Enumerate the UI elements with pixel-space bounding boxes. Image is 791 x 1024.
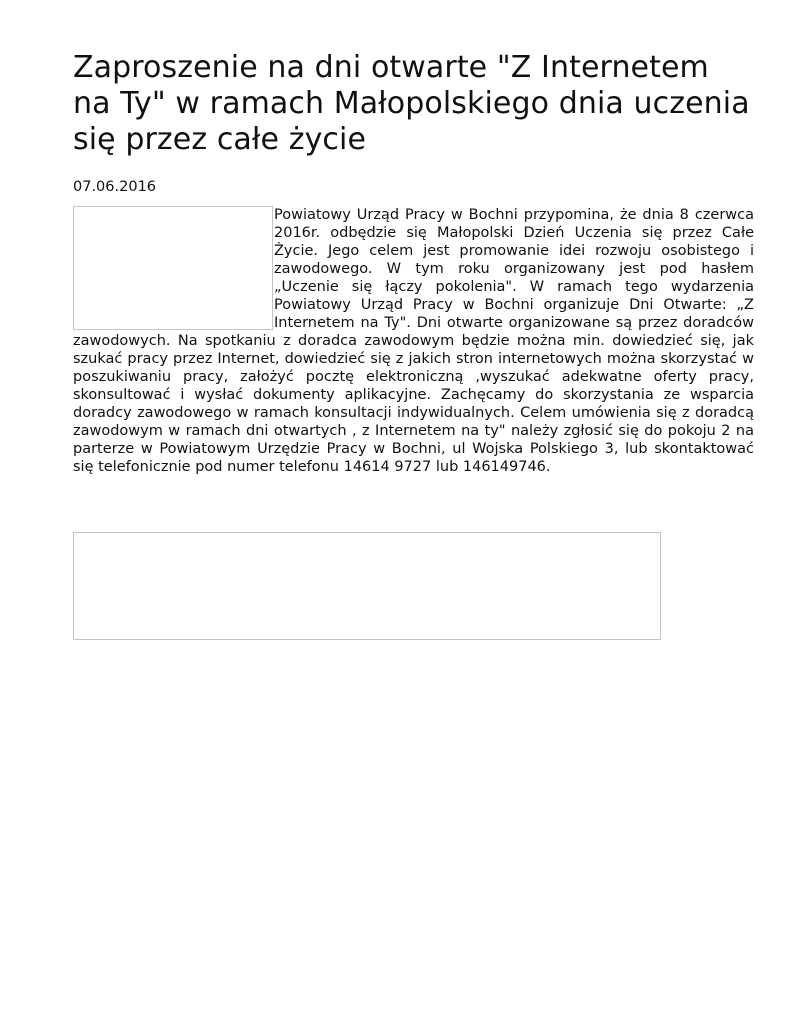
article-body-text: Powiatowy Urząd Pracy w Bochni przypomina, że dnia 8 czerwca 2016r. odbędzie się Małopolski Dzień Uczenia się przez Całe Życie. Jego celem jest promowanie idei rozwoju osobistego i zawodowego. W tym roku organizowany jest pod hasłem „Uczenie się łączy pokolenia". W ramach tego wydarzenia Powiatowy Urząd Pracy w Bochni organizuje Dni Otwarte: „Z Internetem na Ty". Dni otwarte organizowane są przez doradców zawodowych. Na spotkaniu z doradca zawodowym będzie można min. dowiedzieć się, jak szukać pracy przez Internet, dowiedzieć się z jakich stron internetowych można skorzystać w poszukiwaniu pracy, założyć pocztę elektroniczną ,wyszukać adekwatne oferty pracy, skonsultować i wysłać dokumenty aplikacyjne. Zachęcamy do skorzystania ze wsparcia doradcy zawodowego w ramach konsultacji indywidualnych. Celem umówienia się z doradcą zawodowym w ramach dni otwartych , z Internetem na ty" należy zgłosić się do pokoju 2 na parterze w Powiatowym Urzędzie Pracy w Bochni, ul Wojska Polskiego 3, lub skontaktować się telefonicznie pod numer telefonu 14614 9727 lub 146149746.: [73, 207, 754, 475]
article-body: [73, 206, 754, 476]
embedded-media-frame: [73, 532, 661, 640]
article-image-placeholder: [73, 206, 273, 330]
publish-date: 07.06.2016: [73, 179, 157, 195]
article: [73, 50, 754, 476]
page-title: Zaproszenie na dni otwarte "Z Internetem na Ty" w ramach Małopolskiego dnia uczenia się przez całe życie: [73, 50, 750, 157]
